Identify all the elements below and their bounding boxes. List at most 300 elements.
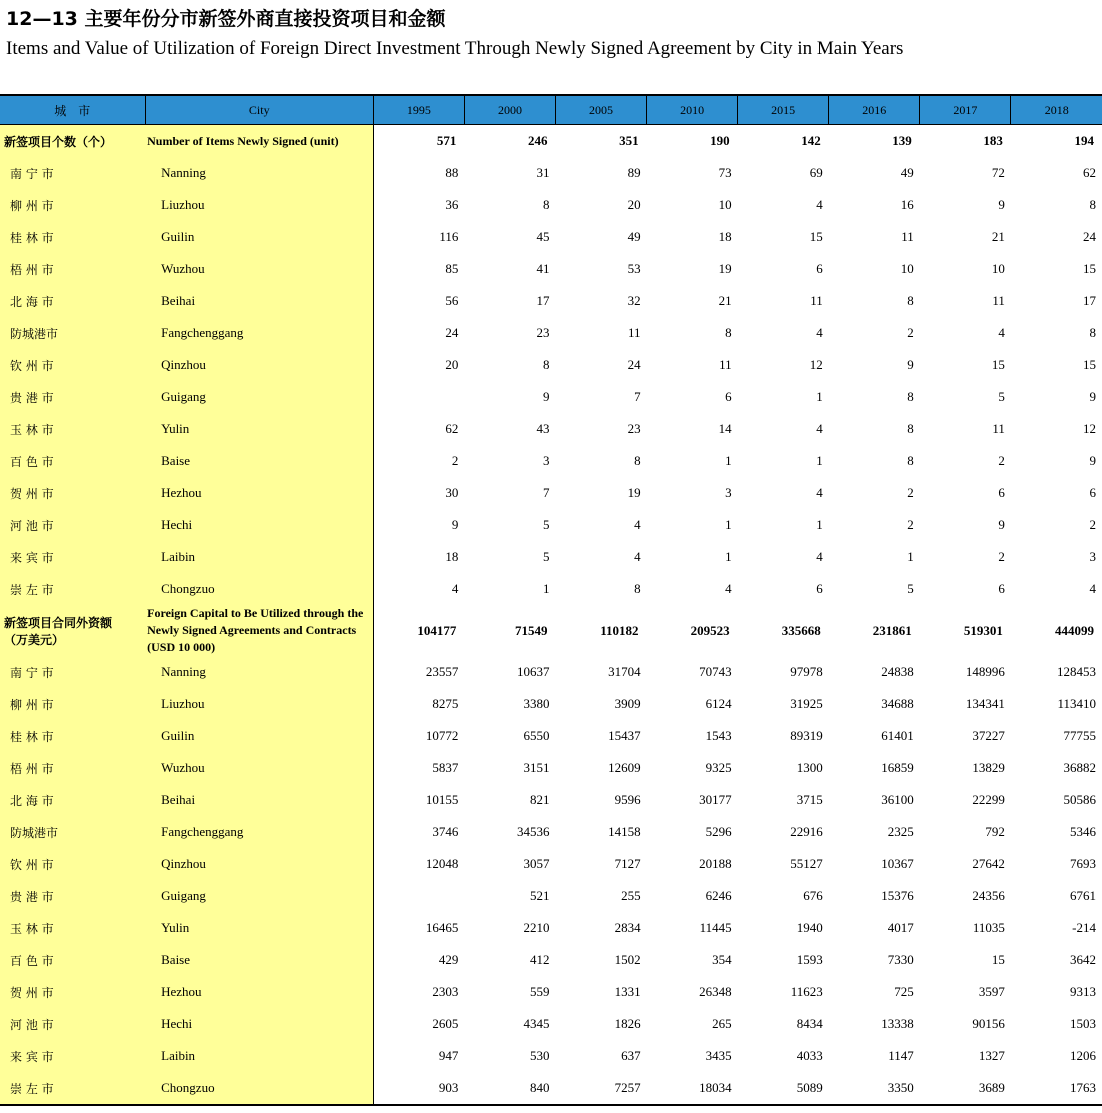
value-cell: 16859 bbox=[881, 760, 914, 775]
value-cell: 11 bbox=[992, 421, 1005, 436]
value-cell: 4 bbox=[725, 581, 732, 596]
city-name-en: Qinzhou bbox=[145, 349, 373, 381]
city-name-cn: 南 宁 市 bbox=[0, 157, 145, 189]
value-cell: 17 bbox=[1083, 293, 1096, 308]
value-cell: 412 bbox=[529, 952, 550, 967]
value-cell: 69 bbox=[809, 165, 823, 180]
city-name-cn: 柳 州 市 bbox=[0, 688, 145, 720]
value-cell: 840 bbox=[464, 1072, 555, 1105]
value-cell: 8 bbox=[907, 421, 914, 436]
city-row bbox=[0, 509, 1102, 541]
value-cell: 8 bbox=[907, 389, 914, 404]
city-row bbox=[0, 477, 1102, 509]
city-name-cn: 崇 左 市 bbox=[0, 1072, 145, 1105]
value-cell: 6 bbox=[816, 581, 823, 596]
value-cell: 12 bbox=[1083, 421, 1096, 436]
value-cell: 5 bbox=[907, 581, 914, 596]
city-name-en: Laibin bbox=[145, 1040, 373, 1072]
value-cell: 113410 bbox=[1057, 696, 1096, 711]
section-total-cell: 231861 bbox=[872, 622, 912, 638]
value-cell: 4345 bbox=[523, 1016, 550, 1031]
value-cell: 3642 bbox=[1070, 952, 1096, 967]
value-cell: 31925 bbox=[790, 696, 823, 711]
value-cell: 62 bbox=[1083, 165, 1096, 180]
city-name-en: Fangchenggang bbox=[145, 317, 373, 349]
header-year: 2005 bbox=[555, 96, 646, 125]
value-cell: 3689 bbox=[920, 1072, 1011, 1105]
value-cell: 116 bbox=[439, 229, 459, 244]
value-cell: 7257 bbox=[555, 1072, 646, 1105]
value-cell: 18 bbox=[445, 549, 459, 564]
value-cell: 4 bbox=[998, 325, 1005, 340]
city-name-cn: 崇 左 市 bbox=[0, 573, 145, 605]
value-cell: 3380 bbox=[523, 696, 550, 711]
value-cell: 18 bbox=[718, 229, 732, 244]
value-cell: 3715 bbox=[796, 792, 823, 807]
value-cell: 1 bbox=[907, 549, 914, 564]
value-cell: 16 bbox=[900, 197, 914, 212]
value-cell: 17 bbox=[536, 293, 550, 308]
value-cell: 792 bbox=[985, 824, 1005, 839]
city-row bbox=[0, 189, 1102, 221]
value-cell: 2325 bbox=[887, 824, 914, 839]
city-name-en: Qinzhou bbox=[145, 848, 373, 880]
value-cell: 10637 bbox=[516, 664, 550, 679]
city-name-cn: 南 宁 市 bbox=[0, 656, 145, 688]
header-city-cn: 城 市 bbox=[0, 96, 145, 125]
value-cell: 61401 bbox=[881, 728, 914, 743]
value-cell: 6 bbox=[998, 485, 1005, 500]
value-cell: 1 bbox=[725, 549, 732, 564]
city-name-cn: 河 池 市 bbox=[0, 1008, 145, 1040]
value-cell: 5 bbox=[542, 517, 550, 532]
value-cell: 1593 bbox=[796, 952, 823, 967]
value-cell: 9 bbox=[542, 389, 550, 404]
value-cell: 559 bbox=[529, 984, 550, 999]
header-year: 2016 bbox=[829, 96, 920, 125]
value-cell: 10155 bbox=[425, 792, 459, 807]
value-cell: 6246 bbox=[705, 888, 732, 903]
value-cell: 13829 bbox=[972, 760, 1005, 775]
value-cell: 1331 bbox=[614, 984, 641, 999]
value-cell: 90156 bbox=[972, 1016, 1005, 1031]
value-cell: 36 bbox=[445, 197, 459, 212]
section-total-cell: 183 bbox=[983, 133, 1003, 148]
value-cell: 725 bbox=[894, 984, 914, 999]
city-name-cn: 贵 港 市 bbox=[0, 381, 145, 413]
value-cell: 2 bbox=[998, 549, 1005, 564]
value-cell: 34688 bbox=[881, 696, 914, 711]
value-cell: 4 bbox=[451, 581, 459, 596]
city-row bbox=[0, 848, 1102, 880]
city-row bbox=[0, 816, 1102, 848]
city-name-en: Guigang bbox=[145, 880, 373, 912]
section-label-cn-text: 新签项目合同外资额 bbox=[4, 615, 113, 630]
city-name-cn: 桂 林 市 bbox=[0, 720, 145, 752]
value-cell: 26348 bbox=[699, 984, 732, 999]
value-cell: 10367 bbox=[881, 856, 914, 871]
value-cell: 89 bbox=[627, 165, 641, 180]
value-cell: 2 bbox=[907, 325, 914, 340]
city-row bbox=[0, 784, 1102, 816]
value-cell: 1 bbox=[725, 453, 732, 468]
value-cell: 947 bbox=[438, 1048, 459, 1063]
value-cell: 5837 bbox=[432, 760, 459, 775]
value-cell: 1147 bbox=[888, 1048, 914, 1063]
section-total-cell: 71549 bbox=[514, 622, 548, 638]
city-name-cn: 贵 港 市 bbox=[0, 880, 145, 912]
city-row bbox=[0, 720, 1102, 752]
value-cell: 9 bbox=[998, 197, 1005, 212]
header-city-en: City bbox=[145, 96, 373, 125]
city-row bbox=[0, 285, 1102, 317]
value-cell: 2 bbox=[451, 453, 459, 468]
value-cell: 3057 bbox=[523, 856, 550, 871]
section-total-cell: 444099 bbox=[1055, 622, 1094, 638]
section-total-cell: 571 bbox=[436, 133, 457, 148]
value-cell: 1 bbox=[725, 517, 732, 532]
value-cell: 4 bbox=[816, 325, 823, 340]
value-cell: 23 bbox=[627, 421, 641, 436]
value-cell: 37227 bbox=[972, 728, 1005, 743]
table-body bbox=[0, 125, 1102, 1106]
section-total-cell: 104177 bbox=[417, 622, 457, 638]
city-name-cn: 防城港市 bbox=[0, 317, 145, 349]
value-cell: 5 bbox=[542, 549, 550, 564]
value-cell: 7693 bbox=[1070, 856, 1096, 871]
value-cell: 3 bbox=[1089, 549, 1096, 564]
value-cell: 22916 bbox=[790, 824, 823, 839]
value-cell: 9313 bbox=[1070, 984, 1096, 999]
value-cell: 1327 bbox=[978, 1048, 1005, 1063]
value-cell: 31704 bbox=[608, 664, 641, 679]
value-cell: 8 bbox=[1089, 325, 1096, 340]
value-cell: 3 bbox=[542, 453, 550, 468]
value-cell: 8 bbox=[907, 293, 914, 308]
city-name-cn: 贺 州 市 bbox=[0, 477, 145, 509]
city-name-cn: 贺 州 市 bbox=[0, 976, 145, 1008]
city-name-en: Hechi bbox=[145, 509, 373, 541]
header-year: 2018 bbox=[1011, 96, 1102, 125]
value-cell: 8 bbox=[907, 453, 914, 468]
city-name-cn: 玉 林 市 bbox=[0, 413, 145, 445]
value-cell: 10 bbox=[991, 261, 1005, 276]
value-cell: 22299 bbox=[972, 792, 1005, 807]
value-cell: 148996 bbox=[965, 664, 1005, 679]
city-name-en: Beihai bbox=[145, 285, 373, 317]
value-cell: 9 bbox=[998, 517, 1005, 532]
value-cell: 8 bbox=[1089, 197, 1096, 212]
value-cell: 5089 bbox=[738, 1072, 829, 1105]
value-cell: 5346 bbox=[1070, 824, 1096, 839]
value-cell: 31 bbox=[536, 165, 550, 180]
value-cell: 1 bbox=[816, 453, 823, 468]
city-name-en: Guilin bbox=[145, 720, 373, 752]
value-cell: 15437 bbox=[608, 728, 641, 743]
value-cell: 2834 bbox=[614, 920, 641, 935]
section-total-cell: 335668 bbox=[781, 622, 821, 638]
header-year: 2000 bbox=[464, 96, 555, 125]
value-cell: 8 bbox=[542, 357, 550, 372]
value-cell: 72 bbox=[991, 165, 1005, 180]
value-cell: 676 bbox=[803, 888, 823, 903]
city-name-cn: 梧 州 市 bbox=[0, 752, 145, 784]
value-cell: 19 bbox=[627, 485, 641, 500]
value-cell: 128453 bbox=[1057, 664, 1096, 679]
city-name-en: Wuzhou bbox=[145, 752, 373, 784]
city-row bbox=[0, 573, 1102, 605]
value-cell: 1502 bbox=[614, 952, 641, 967]
value-cell: 2303 bbox=[432, 984, 459, 999]
city-row bbox=[0, 688, 1102, 720]
value-cell: 23 bbox=[536, 325, 550, 340]
value-cell: 24 bbox=[445, 325, 459, 340]
value-cell: 11035 bbox=[972, 920, 1005, 935]
value-cell: 24 bbox=[627, 357, 641, 372]
value-cell: 27642 bbox=[972, 856, 1005, 871]
section-label-en: Foreign Capital to Be Utilized through the Newly Signed Agreements and Contracts (USD 10 000) bbox=[145, 605, 373, 656]
value-cell: 5 bbox=[998, 389, 1005, 404]
value-cell: 14 bbox=[718, 421, 732, 436]
city-name-en: Liuzhou bbox=[145, 189, 373, 221]
value-cell: 821 bbox=[529, 792, 550, 807]
value-cell: 9596 bbox=[614, 792, 641, 807]
value-cell: 1206 bbox=[1070, 1048, 1096, 1063]
value-cell: 34536 bbox=[516, 824, 550, 839]
city-name-cn: 桂 林 市 bbox=[0, 221, 145, 253]
city-name-cn: 来 宾 市 bbox=[0, 541, 145, 573]
value-cell: 19 bbox=[718, 261, 732, 276]
city-name-en: Beihai bbox=[145, 784, 373, 816]
city-name-cn: 梧 州 市 bbox=[0, 253, 145, 285]
value-cell: 7 bbox=[634, 389, 641, 404]
section-total-cell: 142 bbox=[801, 133, 821, 148]
city-name-en: Chongzuo bbox=[145, 573, 373, 605]
value-cell: 3151 bbox=[523, 760, 550, 775]
section-total-cell: 194 bbox=[1074, 133, 1094, 148]
value-cell: 4 bbox=[816, 197, 823, 212]
city-row bbox=[0, 1040, 1102, 1072]
header-year: 1995 bbox=[373, 96, 464, 125]
value-cell: 53 bbox=[627, 261, 641, 276]
city-row bbox=[0, 1008, 1102, 1040]
value-cell: 12 bbox=[809, 357, 823, 372]
city-row bbox=[0, 1072, 1102, 1105]
value-cell: 8434 bbox=[796, 1016, 823, 1031]
value-cell: 20 bbox=[445, 357, 459, 372]
value-cell: 11445 bbox=[699, 920, 732, 935]
city-row bbox=[0, 157, 1102, 189]
value-cell: 85 bbox=[445, 261, 459, 276]
city-row bbox=[0, 381, 1102, 413]
city-row bbox=[0, 656, 1102, 688]
section-total-cell: 139 bbox=[892, 133, 912, 148]
city-name-en: Chongzuo bbox=[145, 1072, 373, 1105]
value-cell: 4 bbox=[1089, 581, 1096, 596]
value-cell: 8 bbox=[634, 453, 641, 468]
value-cell: 903 bbox=[373, 1072, 464, 1105]
value-cell: 3746 bbox=[432, 824, 459, 839]
value-cell: 15 bbox=[1083, 261, 1096, 276]
city-name-en: Fangchenggang bbox=[145, 816, 373, 848]
value-cell: 1 bbox=[542, 581, 550, 596]
value-cell: 7330 bbox=[887, 952, 914, 967]
city-row bbox=[0, 221, 1102, 253]
section-total-cell: 246 bbox=[527, 133, 548, 148]
value-cell: 73 bbox=[718, 165, 732, 180]
city-row bbox=[0, 445, 1102, 477]
value-cell: 7127 bbox=[614, 856, 641, 871]
value-cell: 3 bbox=[725, 485, 732, 500]
city-name-en: Guilin bbox=[145, 221, 373, 253]
value-cell: 2 bbox=[907, 485, 914, 500]
city-row bbox=[0, 317, 1102, 349]
value-cell: 11 bbox=[719, 357, 732, 372]
value-cell bbox=[373, 381, 464, 413]
value-cell: 8 bbox=[542, 197, 550, 212]
value-cell bbox=[373, 880, 464, 912]
value-cell: 6 bbox=[816, 261, 823, 276]
investment-table bbox=[0, 96, 1102, 1106]
section-total-row bbox=[0, 125, 1102, 158]
value-cell: 15 bbox=[991, 357, 1005, 372]
city-name-cn: 来 宾 市 bbox=[0, 1040, 145, 1072]
value-cell: 9 bbox=[1089, 389, 1096, 404]
city-row bbox=[0, 752, 1102, 784]
value-cell: 4033 bbox=[796, 1048, 823, 1063]
value-cell: 1503 bbox=[1070, 1016, 1096, 1031]
city-name-cn: 柳 州 市 bbox=[0, 189, 145, 221]
value-cell: 30177 bbox=[699, 792, 732, 807]
value-cell: 3435 bbox=[705, 1048, 732, 1063]
city-name-en: Laibin bbox=[145, 541, 373, 573]
section-label-cn-unit: （万美元） bbox=[4, 632, 65, 647]
value-cell: 530 bbox=[529, 1048, 550, 1063]
value-cell: 1 bbox=[816, 389, 823, 404]
value-cell: 2 bbox=[998, 453, 1005, 468]
section-label-cn bbox=[0, 605, 145, 656]
city-row bbox=[0, 253, 1102, 285]
value-cell: 429 bbox=[438, 952, 459, 967]
value-cell: 2605 bbox=[432, 1016, 459, 1031]
value-cell: 8 bbox=[725, 325, 732, 340]
section-total-cell: 190 bbox=[710, 133, 730, 148]
value-cell: 45 bbox=[536, 229, 550, 244]
page-title-en: Items and Value of Utilization of Foreign Direct Investment Through Newly Signed Agreement by City in Main Years bbox=[6, 38, 904, 59]
city-name-en: Guigang bbox=[145, 381, 373, 413]
value-cell: 1 bbox=[816, 517, 823, 532]
value-cell: 11 bbox=[992, 293, 1005, 308]
value-cell: 1940 bbox=[796, 920, 823, 935]
value-cell: 12048 bbox=[425, 856, 459, 871]
section-label-cn bbox=[0, 125, 145, 158]
value-cell: 16465 bbox=[425, 920, 459, 935]
city-name-cn: 北 海 市 bbox=[0, 285, 145, 317]
value-cell: 4 bbox=[816, 549, 823, 564]
value-cell: 354 bbox=[712, 952, 732, 967]
value-cell: 9 bbox=[907, 357, 914, 372]
section-total-row bbox=[0, 605, 1102, 656]
value-cell: 20 bbox=[627, 197, 641, 212]
value-cell: 521 bbox=[529, 888, 550, 903]
value-cell: 2 bbox=[1089, 517, 1096, 532]
value-cell: 134341 bbox=[965, 696, 1005, 711]
value-cell: 9 bbox=[451, 517, 459, 532]
city-name-en: Hezhou bbox=[145, 477, 373, 509]
city-row bbox=[0, 541, 1102, 573]
value-cell: 15 bbox=[1083, 357, 1096, 372]
value-cell: 41 bbox=[536, 261, 550, 276]
value-cell: 2210 bbox=[523, 920, 550, 935]
value-cell: 70743 bbox=[699, 664, 732, 679]
city-name-en: Nanning bbox=[145, 656, 373, 688]
city-name-en: Baise bbox=[145, 445, 373, 477]
value-cell: 30 bbox=[445, 485, 459, 500]
header-year: 2015 bbox=[738, 96, 829, 125]
city-name-en: Liuzhou bbox=[145, 688, 373, 720]
value-cell: 2 bbox=[907, 517, 914, 532]
city-name-en: Yulin bbox=[145, 912, 373, 944]
city-row bbox=[0, 880, 1102, 912]
city-name-en: Nanning bbox=[145, 157, 373, 189]
city-row bbox=[0, 976, 1102, 1008]
city-name-cn: 玉 林 市 bbox=[0, 912, 145, 944]
value-cell: 3350 bbox=[829, 1072, 920, 1105]
value-cell: 24 bbox=[1083, 229, 1096, 244]
city-name-cn: 百 色 市 bbox=[0, 944, 145, 976]
value-cell: 9 bbox=[1089, 453, 1096, 468]
value-cell: 10 bbox=[718, 197, 732, 212]
value-cell: 43 bbox=[536, 421, 550, 436]
value-cell: 1763 bbox=[1011, 1072, 1102, 1105]
value-cell: 20188 bbox=[699, 856, 732, 871]
value-cell: 4 bbox=[634, 549, 641, 564]
section-label-cn-text: 新签项目个数（个） bbox=[4, 134, 113, 149]
value-cell: 9325 bbox=[705, 760, 732, 775]
value-cell: 255 bbox=[621, 888, 641, 903]
value-cell: 18034 bbox=[647, 1072, 738, 1105]
city-name-en: Hechi bbox=[145, 1008, 373, 1040]
value-cell: 88 bbox=[445, 165, 459, 180]
value-cell: 11 bbox=[901, 229, 914, 244]
value-cell: 32 bbox=[627, 293, 641, 308]
page-title-cn: 12—13 主要年份分市新签外商直接投资项目和金额 bbox=[6, 8, 446, 30]
value-cell: 6 bbox=[725, 389, 732, 404]
value-cell: 15 bbox=[991, 952, 1005, 967]
city-name-en: Baise bbox=[145, 944, 373, 976]
value-cell: 6 bbox=[1089, 485, 1096, 500]
value-cell: 49 bbox=[627, 229, 641, 244]
city-row bbox=[0, 912, 1102, 944]
city-name-cn: 北 海 市 bbox=[0, 784, 145, 816]
value-cell: 23557 bbox=[425, 664, 459, 679]
value-cell: 10 bbox=[900, 261, 914, 276]
header-row bbox=[0, 96, 1102, 125]
value-cell: 8275 bbox=[432, 696, 459, 711]
section-total-cell: 351 bbox=[619, 133, 639, 148]
section-total-cell: 110182 bbox=[600, 622, 639, 638]
value-cell: 5296 bbox=[705, 824, 732, 839]
value-cell: 24838 bbox=[881, 664, 914, 679]
city-name-cn: 河 池 市 bbox=[0, 509, 145, 541]
value-cell: 55127 bbox=[790, 856, 823, 871]
city-name-en: Wuzhou bbox=[145, 253, 373, 285]
value-cell: 1543 bbox=[705, 728, 732, 743]
value-cell: 1300 bbox=[796, 760, 823, 775]
value-cell: 50586 bbox=[1063, 792, 1096, 807]
value-cell: 6124 bbox=[705, 696, 732, 711]
value-cell: 7 bbox=[542, 485, 550, 500]
